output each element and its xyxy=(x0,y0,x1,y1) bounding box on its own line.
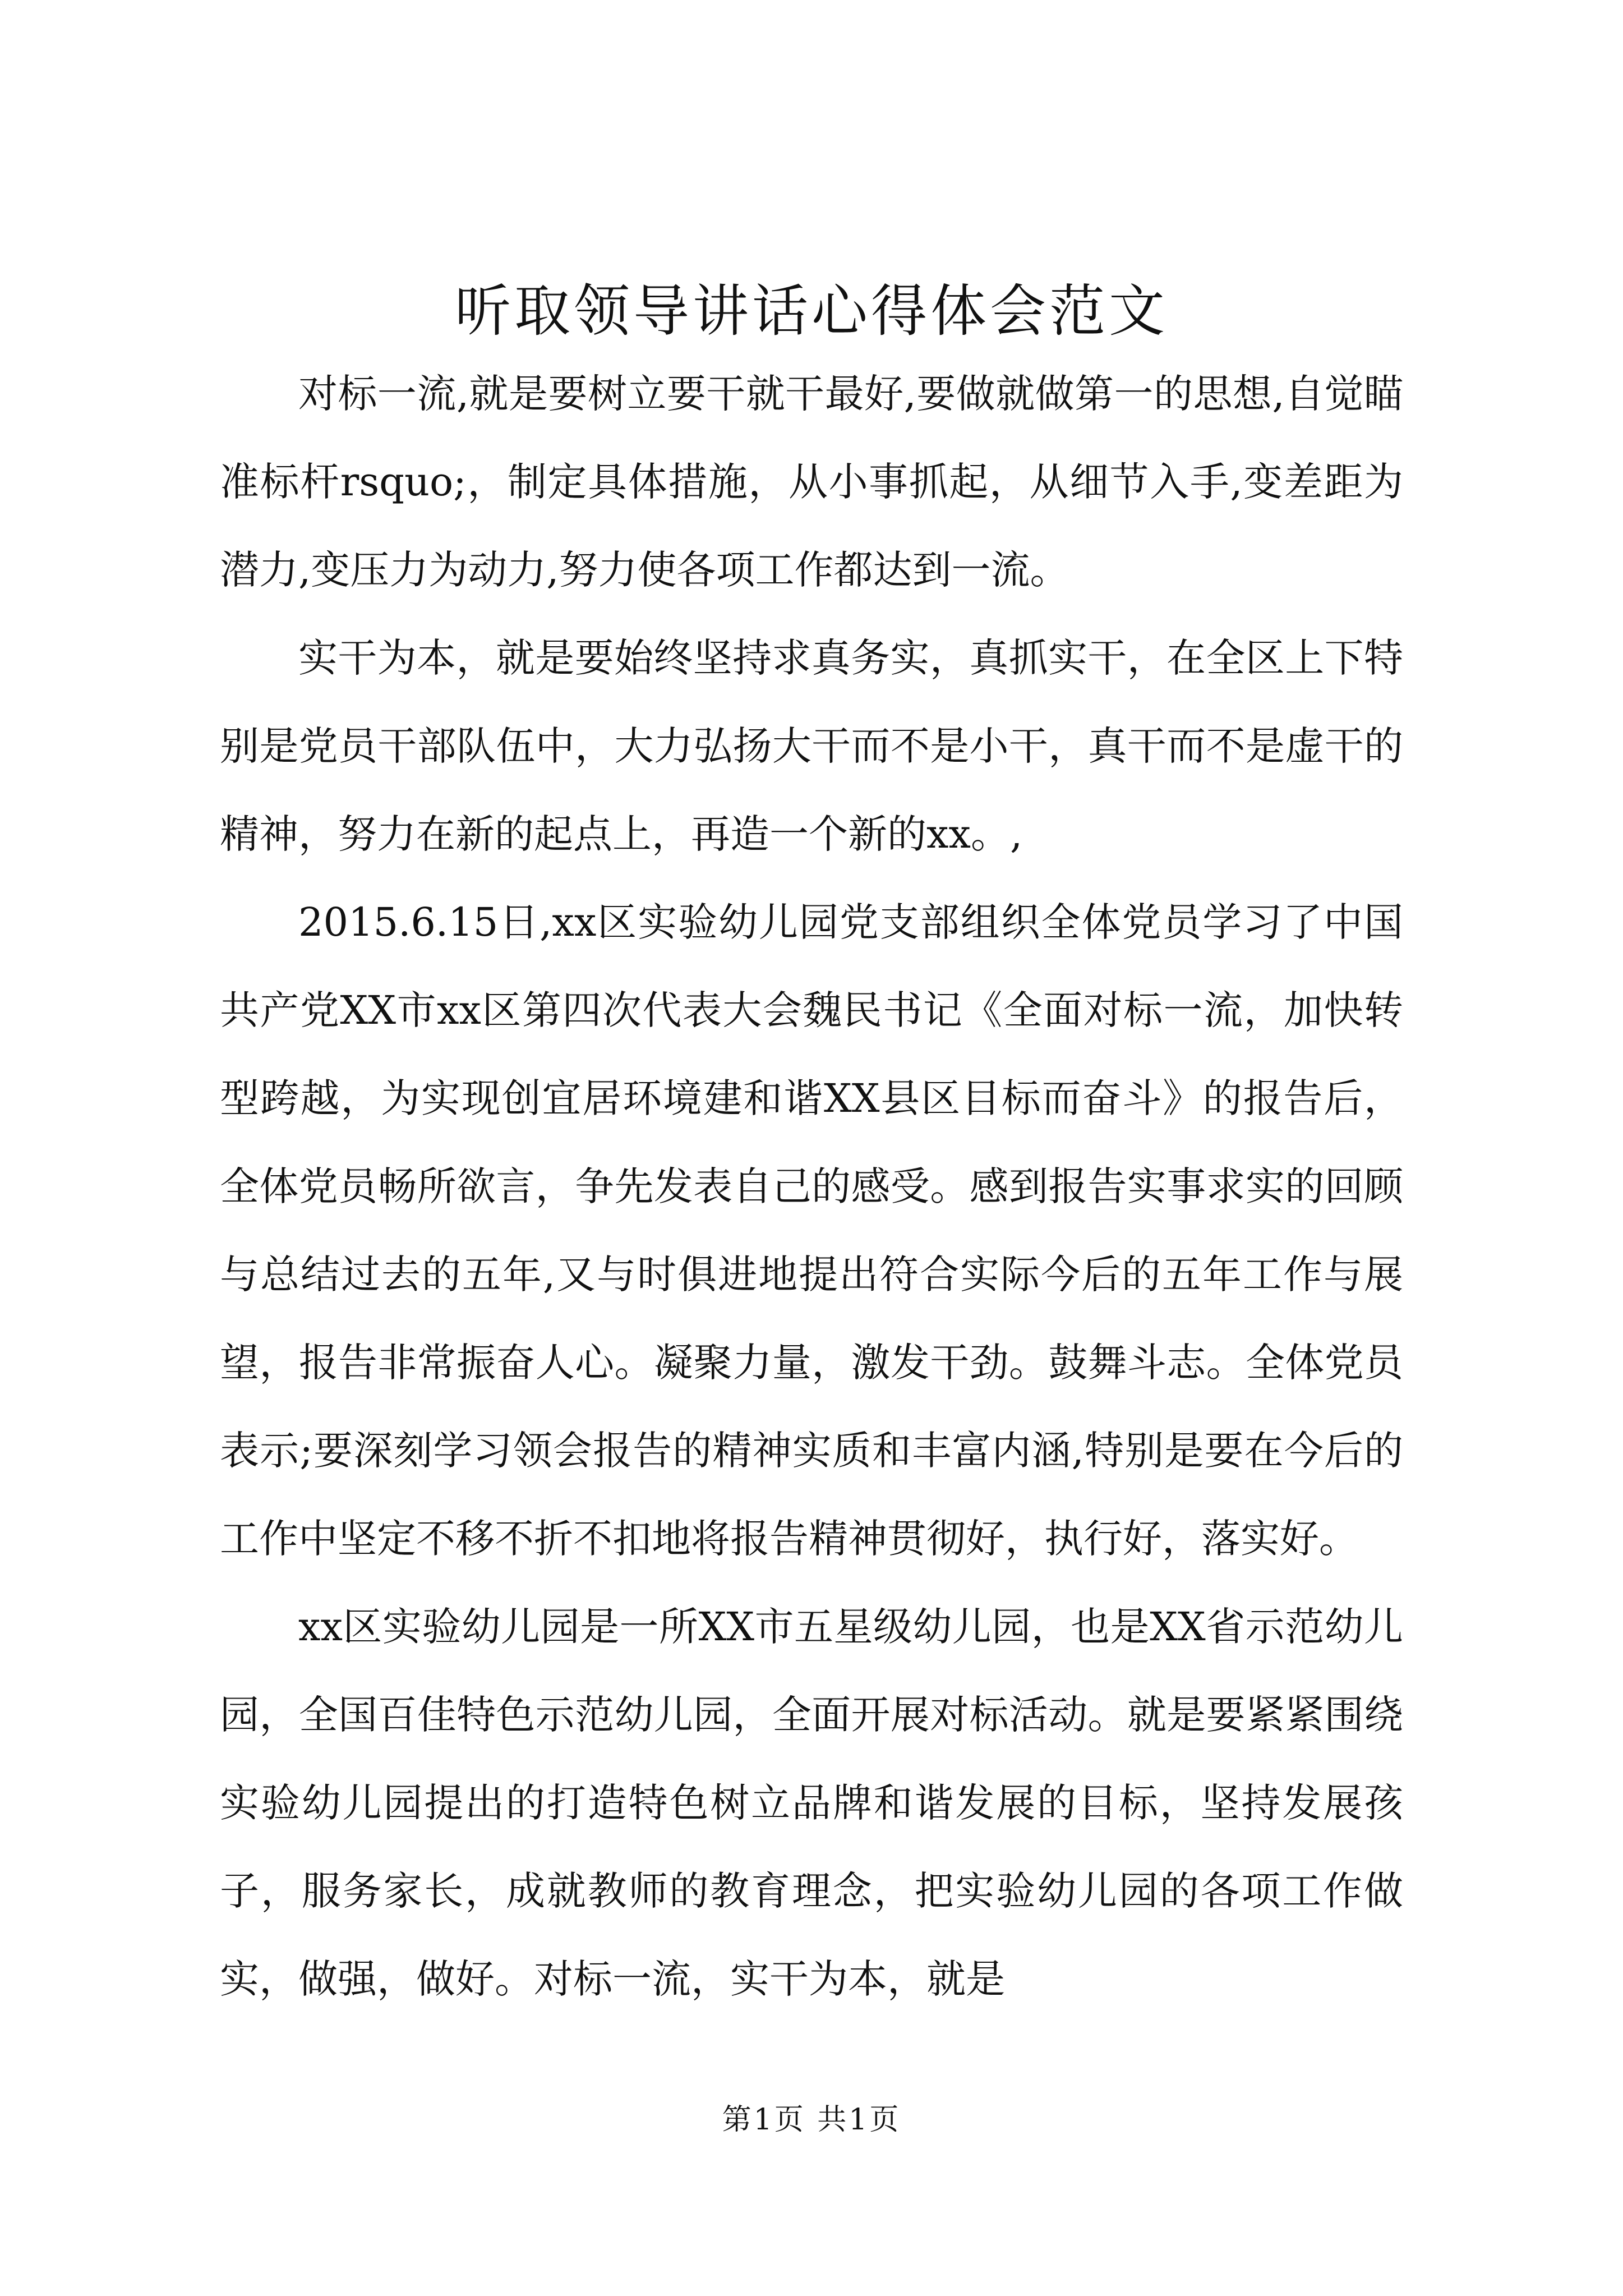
paragraph: 2015.6.15日,xx区实验幼儿园党支部组织全体党员学习了中国共产党XX市xx区第四次代表大会魏民书记《全面对标一流，加快转型跨越，为实现创宜居环境建和谐XX县区目标而奋斗》的报告后，全体党员畅所欲言，争先发表自己的感受。感到报告实事求实的回顾与总结过去的五年,又与时俱进地提出符合实际今后的五年工作与展望，报告非常振奋人心。凝聚力量，激发干劲。鼓舞斗志。全体党员表示;要深刻学习领会报告的精神实质和丰富内涵,特别是要在今后的工作中坚定不移不折不扣地将报告精神贯彻好，执行好，落实好。 xyxy=(220,899,1403,1562)
paragraph: xx区实验幼儿园是一所XX市五星级幼儿园，也是XX省示范幼儿园，全国百佳特色示范幼儿园，全面开展对标活动。就是要紧紧围绕实验幼儿园提出的打造特色树立品牌和谐发展的目标，坚持发展孩子，服务家长，成就教师的教育理念，把实验幼儿园的各项工作做实，做强，做好。对标一流，实干为本，就是 xyxy=(220,1604,1403,2002)
page-footer: 第1页 共1页 xyxy=(722,2103,901,2137)
document-title: 听取领导讲话心得体会范文 xyxy=(455,278,1168,344)
document-body xyxy=(220,350,1403,2023)
paragraph: 对标一流,就是要树立要干就干最好,要做就做第一的思想,自觉瞄准标杆rsquo;，制定具体措施，从小事抓起，从细节入手,变差距为潜力,变压力为动力,努力使各项工作都达到一流。 xyxy=(220,371,1403,593)
paragraph: 实干为本，就是要始终坚持求真务实，真抓实干，在全区上下特别是党员干部队伍中，大力弘扬大干而不是小干，真干而不是虚干的精神，努力在新的起点上，再造一个新的xx。, xyxy=(220,635,1403,857)
